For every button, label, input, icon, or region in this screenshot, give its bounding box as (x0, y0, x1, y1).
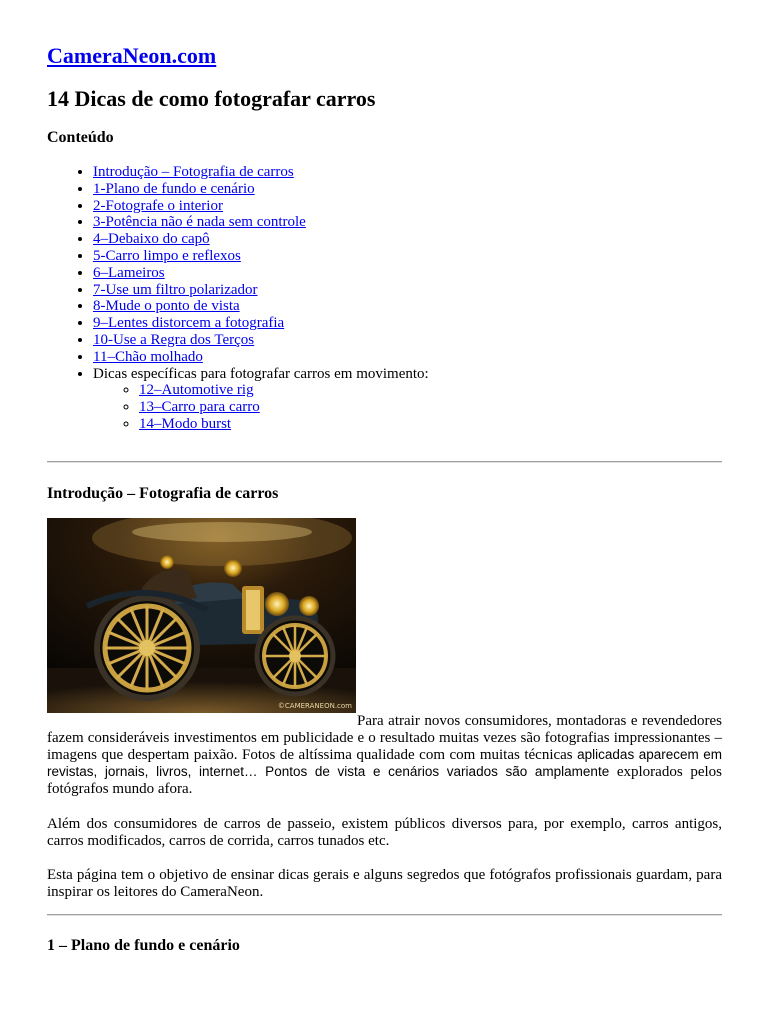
toc-subitem (139, 416, 713, 433)
toc-group (93, 366, 713, 433)
toc-group-label: Dicas específicas para fotografar carros em movimento: (93, 365, 429, 382)
section-1-heading: 1 – Plano de fundo e cenário (47, 937, 240, 954)
intro-paragraph-2: Além dos consumidores de carros de passeio, existem públicos diversos para, por exemplo, carros antigos, carros modificados, carros de corrida, carros tunados etc. (47, 816, 722, 849)
toc-link-12[interactable]: 12–Automotive rig (139, 382, 254, 399)
photo-watermark: ©CAMERANEON.com (277, 702, 352, 710)
toc-item (93, 298, 713, 315)
intro-paragraph-1-highlight: aplicadas aparecem em revistas, jornais, livros, internet… Pontos de vista e cenários variados são amplamente (47, 746, 722, 779)
toc-item (93, 181, 713, 198)
toc-item (93, 198, 713, 215)
intro-paragraph-3: Esta página tem o objetivo de ensinar dicas gerais e alguns segredos que fotógrafos profissionais guardam, para inspirar os leitores do CameraNeon. (47, 867, 722, 900)
toc-link-14[interactable]: 14–Modo burst (139, 415, 232, 432)
toc-link-2[interactable]: 2-Fotografe o interior (93, 197, 223, 214)
toc-item (93, 265, 713, 282)
toc-item (93, 332, 713, 349)
toc-item (93, 214, 713, 231)
intro-paragraph-1 (47, 713, 722, 798)
toc-sublist (93, 382, 713, 432)
toc-item (93, 282, 713, 299)
toc-subitem (139, 399, 713, 416)
toc-subitem (139, 382, 713, 399)
toc-link-13[interactable]: 13–Carro para carro (139, 399, 260, 416)
toc-link-4[interactable]: 4–Debaixo do capô (93, 231, 210, 248)
intro-paragraph-1-end: explorados pelos fotógrafos mundo afora. (47, 763, 722, 797)
toc-link-6[interactable]: 6–Lameiros (93, 264, 165, 281)
site-title-link[interactable]: CameraNeon.com (47, 43, 217, 68)
toc-link-10[interactable]: 10-Use a Regra dos Terços (93, 331, 255, 348)
toc-item (93, 248, 713, 265)
divider (47, 914, 722, 916)
toc-item (93, 349, 713, 366)
toc-link-11[interactable]: 11–Chão molhado (93, 348, 203, 365)
toc-link-intro[interactable]: Introdução – Fotografia de carros (93, 164, 294, 180)
intro-paragraph-1-text: Para atrair novos consumidores, montadoras e revendedores fazem consideráveis investimentos em publicidade e o resultado muitas vezes são fotografias impressionantes – imagens que despertam paixão. Fotos de altíssima qualidade com com muitas técnicas (47, 713, 722, 763)
vintage-car-photo (47, 518, 356, 713)
toc-item (93, 164, 713, 181)
toc-link-7[interactable]: 7-Use um filtro polarizador (93, 281, 258, 298)
toc-item (93, 315, 713, 332)
toc-item (93, 231, 713, 248)
table-of-contents (47, 164, 713, 433)
page-title: 14 Dicas de como fotografar carros (47, 86, 376, 111)
intro-heading: Introdução – Fotografia de carros (47, 485, 279, 502)
toc-link-8[interactable]: 8-Mude o ponto de vista (93, 298, 240, 315)
toc-link-5[interactable]: 5-Carro limpo e reflexos (93, 247, 241, 264)
divider (47, 461, 722, 463)
toc-link-1[interactable]: 1-Plano de fundo e cenário (93, 180, 255, 197)
toc-heading: Conteúdo (47, 129, 114, 146)
toc-link-3[interactable]: 3-Potência não é nada sem controle (93, 214, 306, 231)
toc-link-9[interactable]: 9–Lentes distorcem a fotografia (93, 315, 285, 332)
